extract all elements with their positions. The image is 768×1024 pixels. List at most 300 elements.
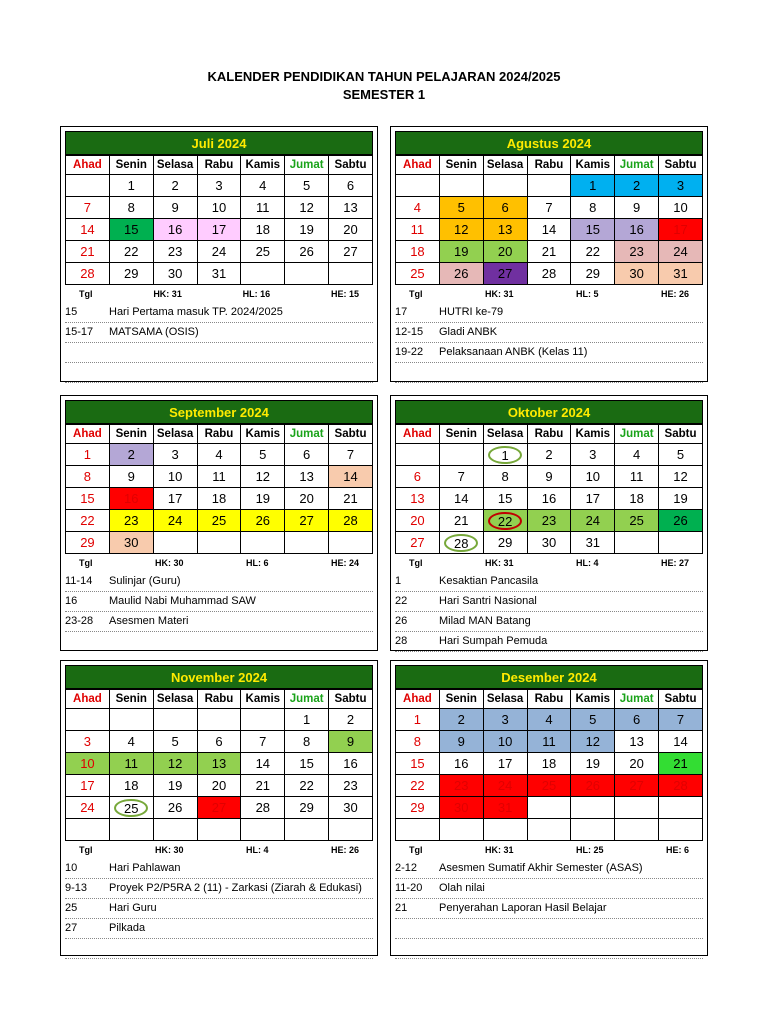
week-row — [396, 488, 703, 510]
date-cell: 1 — [66, 444, 110, 466]
date-cell: 25 — [396, 263, 440, 285]
date-cell: 11 — [109, 753, 153, 775]
date-cell: 22 — [571, 241, 615, 263]
summary-hl: HL: 6 — [245, 558, 269, 568]
date-cell: 9 — [527, 466, 571, 488]
week-row — [66, 466, 373, 488]
date-cell: 16 — [615, 219, 659, 241]
week-row — [396, 819, 703, 841]
event-date: 22 — [395, 595, 408, 607]
date-cell: 10 — [66, 753, 110, 775]
week-row — [66, 488, 373, 510]
event-notes — [65, 572, 373, 632]
date-cell: 30 — [439, 797, 483, 819]
week-row — [396, 219, 703, 241]
date-cell: 16 — [527, 488, 571, 510]
date-cell: 19 — [153, 775, 197, 797]
date-cell — [329, 263, 373, 285]
day-name-header: Ahad — [396, 690, 440, 709]
date-cell — [329, 532, 373, 554]
date-cell: 2 — [439, 709, 483, 731]
date-cell: 29 — [396, 797, 440, 819]
date-cell: 5 — [571, 709, 615, 731]
date-cell: 15 — [66, 488, 110, 510]
date-cell: 7 — [439, 466, 483, 488]
calendar-grid — [65, 424, 373, 554]
date-cell: 19 — [241, 488, 285, 510]
date-cell: 22 — [66, 510, 110, 532]
date-cell: 9 — [439, 731, 483, 753]
summary-hk: HK: 31 — [153, 289, 182, 299]
date-cell: 20 — [615, 753, 659, 775]
event-date: 15-17 — [65, 326, 94, 338]
event-description: Hari Guru — [109, 902, 157, 914]
date-cell: 11 — [241, 197, 285, 219]
date-cell: 28 — [66, 263, 110, 285]
date-cell — [483, 444, 527, 466]
event-date: 1 — [395, 575, 402, 587]
date-cell — [396, 444, 440, 466]
date-cell: 8 — [285, 731, 329, 753]
date-cell: 14 — [439, 488, 483, 510]
event-description: MATSAMA (OSIS) — [109, 326, 199, 338]
event-date: 17 — [395, 306, 408, 318]
date-cell — [615, 819, 659, 841]
date-cell: 28 — [329, 510, 373, 532]
date-cell — [109, 797, 153, 819]
day-name-header: Senin — [109, 156, 153, 175]
date-cell — [109, 709, 153, 731]
date-cell — [396, 175, 440, 197]
day-name-header: Kamis — [241, 156, 285, 175]
day-name-header: Rabu — [527, 425, 571, 444]
day-name-header: Jumat — [615, 156, 659, 175]
month-summary — [65, 285, 373, 300]
date-cell: 24 — [571, 510, 615, 532]
date-cell: 1 — [571, 175, 615, 197]
date-cell — [659, 797, 703, 819]
date-cell: 4 — [241, 175, 285, 197]
date-cell: 30 — [615, 263, 659, 285]
date-cell: 26 — [659, 510, 703, 532]
summary-he: HE: 26 — [660, 289, 689, 299]
summary-hk: HK: 31 — [484, 845, 514, 855]
event-notes — [65, 859, 373, 959]
day-name-header: Rabu — [527, 690, 571, 709]
calendar-grid — [395, 424, 703, 554]
month-summary — [65, 841, 373, 856]
date-cell: 3 — [659, 175, 703, 197]
summary-tgl: Tgl — [79, 558, 93, 568]
date-cell: 3 — [571, 444, 615, 466]
event-note-row — [65, 879, 373, 899]
date-cell — [571, 797, 615, 819]
date-cell — [439, 819, 483, 841]
date-cell — [659, 819, 703, 841]
month-title: Juli 2024 — [65, 131, 373, 155]
week-row — [66, 753, 373, 775]
date-cell: 5 — [659, 444, 703, 466]
date-cell: 23 — [153, 241, 197, 263]
day-name-header: Rabu — [197, 156, 241, 175]
event-date — [65, 363, 109, 382]
date-cell: 13 — [197, 753, 241, 775]
summary-tgl: Tgl — [79, 845, 93, 855]
date-cell — [527, 819, 571, 841]
date-cell: 27 — [197, 797, 241, 819]
date-cell: 17 — [197, 219, 241, 241]
week-row — [66, 819, 373, 841]
summary-hk: HK: 30 — [154, 558, 184, 568]
date-cell: 30 — [329, 797, 373, 819]
page-subtitle: SEMESTER 1 — [342, 87, 426, 102]
date-cell: 7 — [659, 709, 703, 731]
date-cell: 11 — [396, 219, 440, 241]
date-cell: 25 — [527, 775, 571, 797]
date-cell: 24 — [659, 241, 703, 263]
date-cell: 3 — [483, 709, 527, 731]
date-cell: 10 — [153, 466, 197, 488]
event-date: 16 — [65, 595, 78, 607]
date-cell — [153, 709, 197, 731]
event-note-row — [395, 592, 703, 612]
date-cell: 18 — [527, 753, 571, 775]
event-description: Hari Pertama masuk TP. 2024/2025 — [109, 306, 283, 318]
date-cell: 19 — [659, 488, 703, 510]
date-cell — [527, 175, 571, 197]
event-description: Asesmen Sumatif Akhir Semester (ASAS) — [439, 862, 643, 874]
event-date: 19-22 — [395, 346, 424, 358]
date-cell — [241, 709, 285, 731]
date-cell — [285, 532, 329, 554]
event-description: Kesaktian Pancasila — [439, 575, 539, 587]
date-cell — [329, 819, 373, 841]
event-description: Sulinjar (Guru) — [109, 575, 181, 587]
event-note-row — [65, 919, 373, 939]
date-cell: 23 — [615, 241, 659, 263]
day-name-header: Selasa — [153, 690, 197, 709]
summary-he: HE: 15 — [330, 289, 359, 299]
event-note-row — [65, 343, 373, 363]
event-description — [109, 343, 373, 362]
month-panel-oktober — [390, 395, 708, 651]
date-cell: 12 — [285, 197, 329, 219]
week-row — [396, 709, 703, 731]
date-cell: 8 — [396, 731, 440, 753]
date-cell: 12 — [241, 466, 285, 488]
day-name-header: Rabu — [197, 690, 241, 709]
date-cell: 14 — [659, 731, 703, 753]
date-cell: 26 — [439, 263, 483, 285]
date-cell — [66, 819, 110, 841]
month-summary — [395, 841, 703, 856]
event-description: HUTRI ke-79 — [439, 306, 504, 318]
date-cell: 4 — [109, 731, 153, 753]
event-note-row — [395, 323, 703, 343]
event-notes — [395, 303, 703, 383]
summary-hl: HL: 25 — [575, 845, 604, 855]
event-date — [395, 939, 439, 958]
event-note-row — [395, 879, 703, 899]
date-cell — [439, 444, 483, 466]
event-date — [395, 919, 439, 938]
week-row — [66, 797, 373, 819]
event-description: Asesmen Materi — [109, 615, 189, 627]
date-cell: 3 — [153, 444, 197, 466]
summary-tgl: Tgl — [409, 558, 423, 568]
date-cell: 9 — [153, 197, 197, 219]
date-cell: 18 — [241, 219, 285, 241]
summary-he: HE: 26 — [330, 845, 359, 855]
event-description — [109, 939, 373, 958]
date-cell — [66, 709, 110, 731]
date-cell: 16 — [109, 488, 153, 510]
date-cell: 21 — [329, 488, 373, 510]
date-cell: 31 — [197, 263, 241, 285]
date-cell: 5 — [153, 731, 197, 753]
date-cell: 6 — [329, 175, 373, 197]
date-cell: 17 — [66, 775, 110, 797]
date-cell — [153, 532, 197, 554]
date-cell: 25 — [615, 510, 659, 532]
day-name-header: Senin — [439, 690, 483, 709]
event-description: Olah nilai — [439, 882, 485, 894]
date-cell: 18 — [197, 488, 241, 510]
week-row — [396, 532, 703, 554]
week-row — [66, 263, 373, 285]
date-cell: 23 — [109, 510, 153, 532]
date-cell — [109, 819, 153, 841]
event-note-row — [395, 632, 703, 652]
date-cell: 11 — [527, 731, 571, 753]
day-name-header: Jumat — [615, 690, 659, 709]
day-name-header: Senin — [109, 690, 153, 709]
circled-date: 25 — [114, 799, 148, 817]
date-cell: 8 — [483, 466, 527, 488]
date-cell: 23 — [439, 775, 483, 797]
month-calendar — [395, 665, 703, 959]
event-note-row — [395, 343, 703, 363]
date-cell: 17 — [571, 488, 615, 510]
calendar-grid — [395, 689, 703, 841]
date-cell: 11 — [197, 466, 241, 488]
month-title: November 2024 — [65, 665, 373, 689]
date-cell: 12 — [439, 219, 483, 241]
event-date: 9-13 — [65, 882, 88, 894]
month-panel-september — [60, 395, 378, 651]
date-cell — [197, 819, 241, 841]
date-cell — [285, 263, 329, 285]
day-name-header: Rabu — [197, 425, 241, 444]
date-cell: 26 — [285, 241, 329, 263]
event-description: Milad MAN Batang — [439, 615, 531, 627]
day-name-header: Selasa — [153, 425, 197, 444]
day-name-header: Ahad — [66, 690, 110, 709]
month-calendar — [65, 131, 373, 383]
date-cell: 27 — [396, 532, 440, 554]
date-cell: 9 — [109, 466, 153, 488]
summary-he: HE: 6 — [665, 845, 689, 855]
date-cell: 11 — [615, 466, 659, 488]
date-cell: 13 — [396, 488, 440, 510]
date-cell: 15 — [483, 488, 527, 510]
date-cell: 16 — [153, 219, 197, 241]
date-cell: 9 — [615, 197, 659, 219]
day-name-row — [396, 690, 703, 709]
event-note-row — [65, 592, 373, 612]
date-cell: 23 — [329, 775, 373, 797]
date-cell: 2 — [615, 175, 659, 197]
event-note-row — [395, 612, 703, 632]
date-cell: 7 — [527, 197, 571, 219]
summary-hl: HL: 4 — [245, 845, 269, 855]
event-note-row — [65, 303, 373, 323]
date-cell: 21 — [659, 753, 703, 775]
date-cell: 1 — [109, 175, 153, 197]
month-panel-november — [60, 660, 378, 956]
date-cell: 10 — [197, 197, 241, 219]
month-calendar — [65, 400, 373, 632]
day-name-row — [396, 156, 703, 175]
date-cell: 7 — [241, 731, 285, 753]
day-name-header: Sabtu — [659, 690, 703, 709]
date-cell — [615, 797, 659, 819]
date-cell: 6 — [285, 444, 329, 466]
date-cell — [66, 175, 110, 197]
date-cell: 8 — [109, 197, 153, 219]
month-calendar — [395, 400, 703, 652]
week-row — [66, 775, 373, 797]
date-cell: 9 — [329, 731, 373, 753]
day-name-header: Ahad — [396, 425, 440, 444]
circled-date: 1 — [488, 446, 522, 464]
date-cell: 19 — [285, 219, 329, 241]
event-note-row — [65, 572, 373, 592]
event-note-row — [65, 899, 373, 919]
day-name-header: Kamis — [241, 690, 285, 709]
date-cell: 26 — [153, 797, 197, 819]
day-name-header: Sabtu — [329, 425, 373, 444]
date-cell — [615, 532, 659, 554]
day-name-header: Jumat — [285, 690, 329, 709]
event-note-row — [395, 859, 703, 879]
date-cell: 28 — [659, 775, 703, 797]
event-date: 28 — [395, 635, 408, 647]
date-cell: 26 — [241, 510, 285, 532]
date-cell: 6 — [615, 709, 659, 731]
date-cell: 19 — [439, 241, 483, 263]
date-cell: 15 — [396, 753, 440, 775]
date-cell: 29 — [285, 797, 329, 819]
day-name-header: Sabtu — [659, 425, 703, 444]
date-cell: 17 — [659, 219, 703, 241]
event-date: 10 — [65, 862, 78, 874]
date-cell: 6 — [483, 197, 527, 219]
event-note-row — [395, 572, 703, 592]
date-cell: 6 — [396, 466, 440, 488]
date-cell: 23 — [527, 510, 571, 532]
date-cell: 7 — [66, 197, 110, 219]
date-cell: 24 — [197, 241, 241, 263]
month-title: Agustus 2024 — [395, 131, 703, 155]
date-cell: 7 — [329, 444, 373, 466]
week-row — [66, 444, 373, 466]
event-description — [439, 919, 703, 938]
summary-hk: HK: 30 — [154, 845, 184, 855]
date-cell: 27 — [285, 510, 329, 532]
date-cell: 10 — [571, 466, 615, 488]
week-row — [396, 263, 703, 285]
date-cell: 18 — [615, 488, 659, 510]
event-description: Hari Sumpah Pemuda — [439, 635, 548, 647]
date-cell: 10 — [483, 731, 527, 753]
date-cell: 8 — [66, 466, 110, 488]
day-name-header: Selasa — [483, 690, 527, 709]
summary-hl: HL: 16 — [242, 289, 271, 299]
week-row — [66, 219, 373, 241]
event-description: Pilkada — [109, 922, 146, 934]
date-cell — [241, 532, 285, 554]
date-cell: 21 — [241, 775, 285, 797]
date-cell: 27 — [329, 241, 373, 263]
event-description: Pelaksanaan ANBK (Kelas 11) — [439, 346, 588, 358]
date-cell: 30 — [527, 532, 571, 554]
date-cell: 27 — [615, 775, 659, 797]
week-row — [66, 731, 373, 753]
date-cell: 2 — [109, 444, 153, 466]
day-name-header: Jumat — [285, 156, 329, 175]
summary-tgl: Tgl — [409, 845, 423, 855]
event-date: 21 — [395, 902, 408, 914]
event-date: 11-20 — [395, 882, 423, 894]
date-cell — [241, 819, 285, 841]
date-cell: 31 — [483, 797, 527, 819]
date-cell: 15 — [109, 219, 153, 241]
date-cell: 25 — [197, 510, 241, 532]
date-cell: 31 — [659, 263, 703, 285]
date-cell: 5 — [439, 197, 483, 219]
event-note-row — [65, 859, 373, 879]
date-cell: 5 — [285, 175, 329, 197]
date-cell — [285, 819, 329, 841]
date-cell: 22 — [285, 775, 329, 797]
date-cell: 14 — [527, 219, 571, 241]
event-note-row — [395, 899, 703, 919]
summary-hl: HL: 4 — [575, 558, 599, 568]
event-date: 11-14 — [65, 575, 93, 587]
date-cell: 12 — [571, 731, 615, 753]
week-row — [396, 797, 703, 819]
event-note-row — [395, 303, 703, 323]
event-description: Gladi ANBK — [439, 326, 498, 338]
date-cell: 20 — [329, 219, 373, 241]
month-calendar — [65, 665, 373, 959]
date-cell: 13 — [483, 219, 527, 241]
date-cell: 15 — [285, 753, 329, 775]
event-note-row — [65, 363, 373, 383]
date-cell — [439, 175, 483, 197]
date-cell: 14 — [66, 219, 110, 241]
date-cell: 8 — [571, 197, 615, 219]
event-date: 23-28 — [65, 615, 94, 627]
calendar-grid — [65, 155, 373, 285]
date-cell: 18 — [109, 775, 153, 797]
calendar-grid — [65, 689, 373, 841]
date-cell: 24 — [483, 775, 527, 797]
page-title: KALENDER PENDIDIKAN TAHUN PELAJARAN 2024/2025 — [207, 69, 561, 84]
date-cell: 16 — [329, 753, 373, 775]
date-cell: 22 — [109, 241, 153, 263]
